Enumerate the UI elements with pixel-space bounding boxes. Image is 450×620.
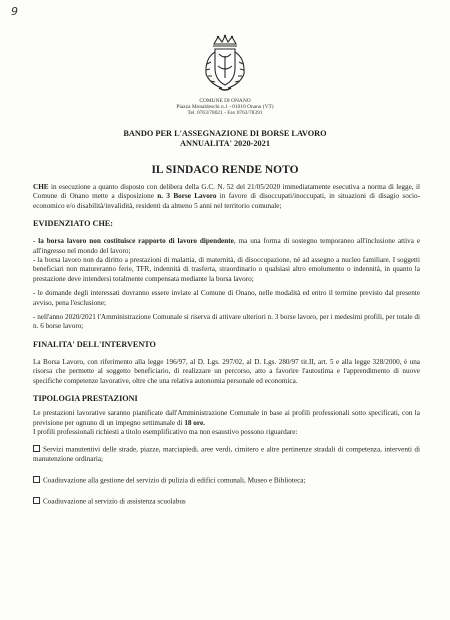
municipality-name: COMUNE DI ONANO: [199, 98, 251, 104]
municipality-address: Piazza Monaldeschi n.1 - 01010 Onano (VT): [176, 104, 274, 111]
document-body: [33, 183, 420, 506]
profile-item: Coadiuvazione alla gestione del servizio di pulizia di edifici comunali, Museo e Biblioteca;: [33, 476, 420, 486]
intro-che: CHE: [33, 183, 49, 191]
evidenziato-point-1: - la borsa lavoro non costituisce rapporto di lavoro dipendente, ma una forma di sostegno temporaneo all'inclusione attiva e all'ingresso nel mondo del lavoro;: [33, 237, 421, 255]
finalita-paragraph: La Borsa Lavoro, con riferimento alla legge 196/97, al D. Lgs. 297/02, al D. Lgs. 280/97 tit.II, art. 5 e alla legge 328/2000, è una risorsa che permette al soggetto beneficiario, di realizzare un percorso, atto a favorire l'autostima e l'apprendimento di nuove specifiche competenze lavorative, oltre che una relativa autonomia personale ed economica.: [33, 357, 420, 385]
evidenziato-point-4: - nell'anno 2020/2021 l'Amministrazione Comunale si riserva di attivare ulteriori n. 3 borse lavoro, per i medesimi profili, per totale di n. 6 borse lavoro;: [33, 313, 420, 331]
evidenziato-point-2: - la borsa lavoro non da diritto a prestazioni di malattia, di maternità, di disoccupazione, né ad assegno a nucleo familiare. I soggetti beneficiari non matureranno ferie, TFR, indennità di trasferta, straordinario o qualsiasi altro emolumento o indennità, in quanto la prestazione deve intendersi totalmente compensata mediante la borsa lavoro;: [33, 256, 420, 283]
borse-count: n. 3 Borse Lavoro: [157, 192, 217, 201]
announcement-heading: IL SINDACO RENDE NOTO: [151, 164, 299, 176]
letterhead: [150, 98, 300, 117]
checkbox-icon: [33, 445, 40, 452]
document-title: [60, 129, 390, 149]
checkbox-icon: [33, 497, 40, 504]
title-line-1: BANDO PER L'ASSEGNAZIONE DI BORSE LAVORO: [123, 129, 327, 138]
tipologia-paragraph: Le prestazioni lavorative saranno pianificate dall'Amministrazione Comunale in base ai profili professionali sotto specificati, con la previsione per ognuno di un impegno settimanale di 18 ore. I profili professionali richiesti a titolo esemplificativo ma non esaustivo possono riguardare:: [33, 409, 420, 436]
finalita-heading: FINALITA' DELL'INTERVENTO: [33, 339, 156, 349]
handwritten-page-mark: 9: [11, 5, 18, 18]
profile-item: Coadiuvazione al servizio di assistenza scuolabus: [33, 497, 420, 507]
intro-paragraph: CHE in esecuzione a quanto disposto con delibera della G.C. N. 52 del 21/05/2020 immediatamente esecutiva a norma di legge, il Comune di Onano mette a disposizione n. 3 Borse Lavoro in favore di disoccupati/inoccupati, in situazioni di disagio socio-economico e/o disabilità/invalidità, residenti da almeno 5 anni nel territorio comunale;: [33, 183, 420, 210]
title-line-2: ANNUALITA' 2020-2021: [180, 139, 270, 148]
evidenziato-heading: EVIDENZIATO CHE:: [33, 219, 113, 229]
evidenziato-point-3: - le domande degli interessati dovranno essere inviate al Comune di Onano, nelle modalità ed entro il termine previsto dal presente avviso, pena l'esclusione;: [33, 289, 420, 307]
municipal-crest-icon: [200, 34, 250, 92]
profile-item: Servizi manutentivi delle strade, piazze, marciapiedi, aree verdi, cimitero e altre pertinenze stradali di competenza, interventi di manutenzione ordinaria;: [33, 445, 420, 464]
tipologia-heading: TIPOLOGIA PRESTAZIONI: [33, 394, 138, 404]
weekly-hours: 18 ore.: [184, 418, 205, 427]
municipality-contacts: Tel. 0763/78021 - Fax 0763/78391: [187, 110, 263, 117]
checkbox-icon: [33, 476, 40, 483]
